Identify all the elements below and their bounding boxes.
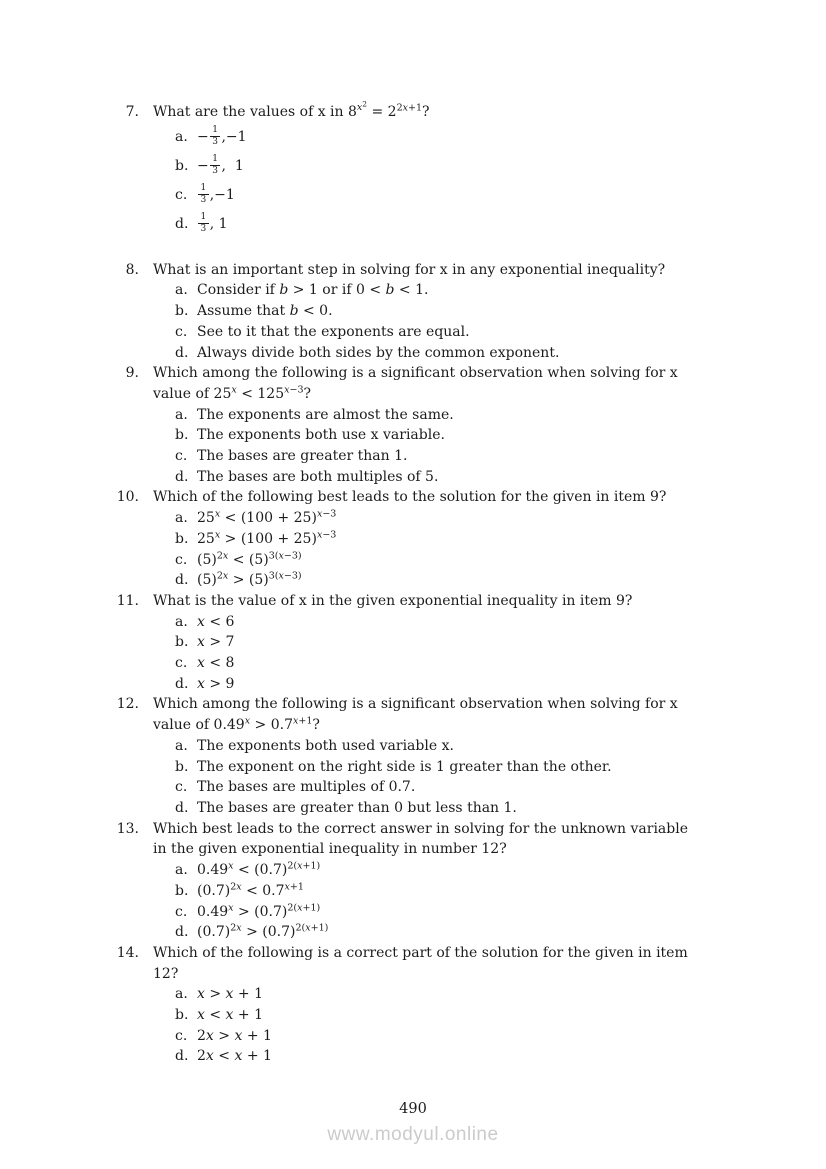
answer-option: [175, 210, 765, 239]
option-label: c.: [175, 448, 188, 465]
question-text-line: value of $25^x < 125^{x-3}$?: [153, 384, 312, 402]
option-text: x > 7: [197, 634, 235, 651]
option-label: b.: [175, 157, 189, 174]
option-list: [175, 736, 765, 819]
question-number: 8.: [125, 261, 139, 278]
answer-option: [175, 123, 765, 152]
option-label: d.: [175, 799, 189, 816]
option-text: − $\frac{1}{3}$ , 1: [197, 154, 244, 176]
option-label: b.: [175, 530, 189, 547]
answer-option: [175, 343, 765, 364]
option-text: $\frac{1}{3}$ , 1: [197, 213, 228, 235]
answer-option: [175, 860, 765, 881]
question-number: 13.: [116, 820, 139, 837]
question-text-line: in the given exponential inequality in number 12?: [153, 841, 507, 858]
option-label: d.: [175, 344, 189, 361]
option-label: c.: [175, 655, 188, 672]
option-text: $25^x > (100 + 25)^{x-3}$: [197, 529, 337, 547]
option-text: The exponents both use x variable.: [197, 427, 445, 444]
question-text-line: value of $0.49^x > 0.7^{x+1}$?: [153, 715, 320, 734]
option-label: c.: [175, 779, 188, 796]
option-text: The exponents both used variable x.: [197, 737, 454, 754]
option-label: b.: [175, 427, 189, 444]
question-text: [153, 487, 666, 508]
answer-option: [175, 1026, 765, 1047]
answer-option: [175, 467, 765, 488]
answer-option: [175, 529, 765, 550]
page-footer: [0, 1099, 826, 1146]
question-list: [105, 99, 765, 1067]
answer-option: [175, 446, 765, 467]
question: [105, 819, 765, 943]
option-label: c.: [175, 551, 188, 568]
question-number: 11.: [116, 592, 139, 609]
question-text-line: Which of the following best leads to the solution for the given in item 9?: [153, 489, 667, 506]
option-label: d.: [175, 1048, 189, 1065]
question-text: [153, 694, 678, 735]
option-label: b.: [175, 634, 189, 651]
option-label: a.: [175, 986, 188, 1003]
answer-option: [175, 508, 765, 529]
option-list: [175, 280, 765, 363]
question-number: 14.: [116, 944, 139, 961]
answer-option: [175, 902, 765, 923]
option-text: $0.49^x < (0.7)^{2(x+1)}$: [197, 860, 321, 879]
question-number: 12.: [116, 696, 139, 713]
answer-option: [175, 301, 765, 322]
question-number: 7.: [125, 104, 139, 120]
question-text: [153, 819, 688, 860]
question: [105, 260, 765, 364]
answer-option: [175, 152, 765, 181]
option-label: b.: [175, 1007, 189, 1024]
question-text-line: 12?: [153, 965, 179, 982]
option-label: a.: [175, 282, 188, 299]
answer-option: [175, 798, 765, 819]
option-text: $0.49^x > (0.7)^{2(x+1)}$: [197, 901, 321, 920]
option-text: x > 9: [197, 675, 235, 692]
option-text: x < x + 1: [197, 1007, 263, 1024]
option-text: 2x < x + 1: [197, 1048, 272, 1065]
option-text: $\frac{1}{3}$ ,−1: [197, 184, 235, 206]
option-text: x < 8: [197, 655, 235, 672]
option-label: c.: [175, 1027, 188, 1044]
option-label: d.: [175, 924, 189, 941]
question-text-line: Which among the following is a significant observation when solving for x: [153, 365, 678, 382]
option-list: [175, 405, 765, 488]
answer-option: [175, 632, 765, 653]
option-text: − $\frac{1}{3}$ ,−1: [197, 125, 247, 147]
option-text: The exponents are almost the same.: [197, 406, 454, 423]
option-text: $25^x < (100 + 25)^{x-3}$: [197, 508, 337, 527]
option-label: d.: [175, 675, 189, 692]
option-text: $(0.7)^{2x} < 0.7^{x+1}$: [197, 881, 304, 899]
question-text: [153, 260, 665, 281]
option-text: Consider if b > 1 or if 0 < b < 1.: [197, 282, 429, 299]
question-text: [153, 99, 430, 123]
answer-option: [175, 922, 765, 943]
option-list: [175, 984, 765, 1067]
answer-option: [175, 757, 765, 778]
question: [105, 694, 765, 818]
answer-option: [175, 550, 765, 571]
question-number: 9.: [125, 365, 139, 382]
option-text: 2x > x + 1: [197, 1027, 272, 1044]
option-text: The exponent on the right side is 1 greater than the other.: [197, 758, 612, 775]
option-list: [175, 612, 765, 695]
question-text-line: Which best leads to the correct answer in solving for the unknown variable: [153, 820, 688, 837]
question-text-line: Which among the following is a significant observation when solving for x: [153, 696, 678, 713]
option-label: a.: [175, 128, 188, 145]
option-label: a.: [175, 613, 188, 630]
option-label: d.: [175, 215, 189, 232]
answer-option: [175, 405, 765, 426]
option-list: [175, 860, 765, 943]
question: [105, 363, 765, 487]
question-number: 10.: [116, 489, 139, 506]
question: [105, 943, 765, 1067]
option-label: c.: [175, 323, 188, 340]
option-text: Assume that b < 0.: [197, 303, 333, 320]
option-label: b.: [175, 758, 189, 775]
answer-option: [175, 653, 765, 674]
question-text: [153, 363, 678, 404]
option-label: b.: [175, 303, 189, 320]
option-text: $(5)^{2x} < (5)^{3(x-3)}$: [197, 549, 302, 568]
answer-option: [175, 425, 765, 446]
option-text: See to it that the exponents are equal.: [197, 323, 470, 340]
question: [105, 487, 765, 591]
option-text: x < 6: [197, 613, 235, 630]
question-text-line: What are the values of x in $8^{x^2} = 2^{2x+1}$?: [153, 99, 430, 120]
answer-option: [175, 1046, 765, 1067]
question-text: [153, 943, 688, 984]
answer-option: [175, 181, 765, 210]
option-list: [175, 123, 765, 239]
option-text: The bases are multiples of 0.7.: [197, 779, 416, 796]
question-text-line: What is the value of x in the given exponential inequality in item 9?: [153, 592, 633, 609]
question-text-line: What is an important step in solving for x in any exponential inequality?: [153, 261, 666, 278]
option-label: d.: [175, 572, 189, 589]
option-label: a.: [175, 406, 188, 423]
option-label: a.: [175, 737, 188, 754]
watermark: www.modyul.online: [327, 1124, 499, 1145]
option-text: The bases are greater than 1.: [197, 448, 408, 465]
option-text: $(5)^{2x} > (5)^{3(x-3)}$: [197, 570, 302, 589]
option-label: a.: [175, 862, 188, 879]
answer-option: [175, 881, 765, 902]
option-text: $(0.7)^{2x} > (0.7)^{2(x+1)}$: [197, 922, 329, 941]
answer-option: [175, 736, 765, 757]
option-label: a.: [175, 510, 188, 527]
question-text: [153, 591, 632, 612]
question-text-line: Which of the following is a correct part of the solution for the given in item: [153, 944, 688, 961]
question: [105, 591, 765, 695]
option-text: The bases are greater than 0 but less than 1.: [197, 799, 517, 816]
option-text: Always divide both sides by the common exponent.: [197, 344, 560, 361]
option-label: b.: [175, 882, 189, 899]
page-number: 490: [399, 1101, 427, 1117]
answer-option: [175, 1005, 765, 1026]
question: [105, 99, 765, 239]
answer-option: [175, 612, 765, 633]
option-label: d.: [175, 468, 189, 485]
option-label: c.: [175, 186, 188, 203]
option-text: x > x + 1: [197, 986, 263, 1003]
option-label: c.: [175, 903, 188, 920]
answer-option: [175, 674, 765, 695]
answer-option: [175, 984, 765, 1005]
answer-option: [175, 322, 765, 343]
option-list: [175, 508, 765, 591]
answer-option: [175, 280, 765, 301]
option-text: The bases are both multiples of 5.: [197, 468, 439, 485]
answer-option: [175, 777, 765, 798]
answer-option: [175, 570, 765, 591]
